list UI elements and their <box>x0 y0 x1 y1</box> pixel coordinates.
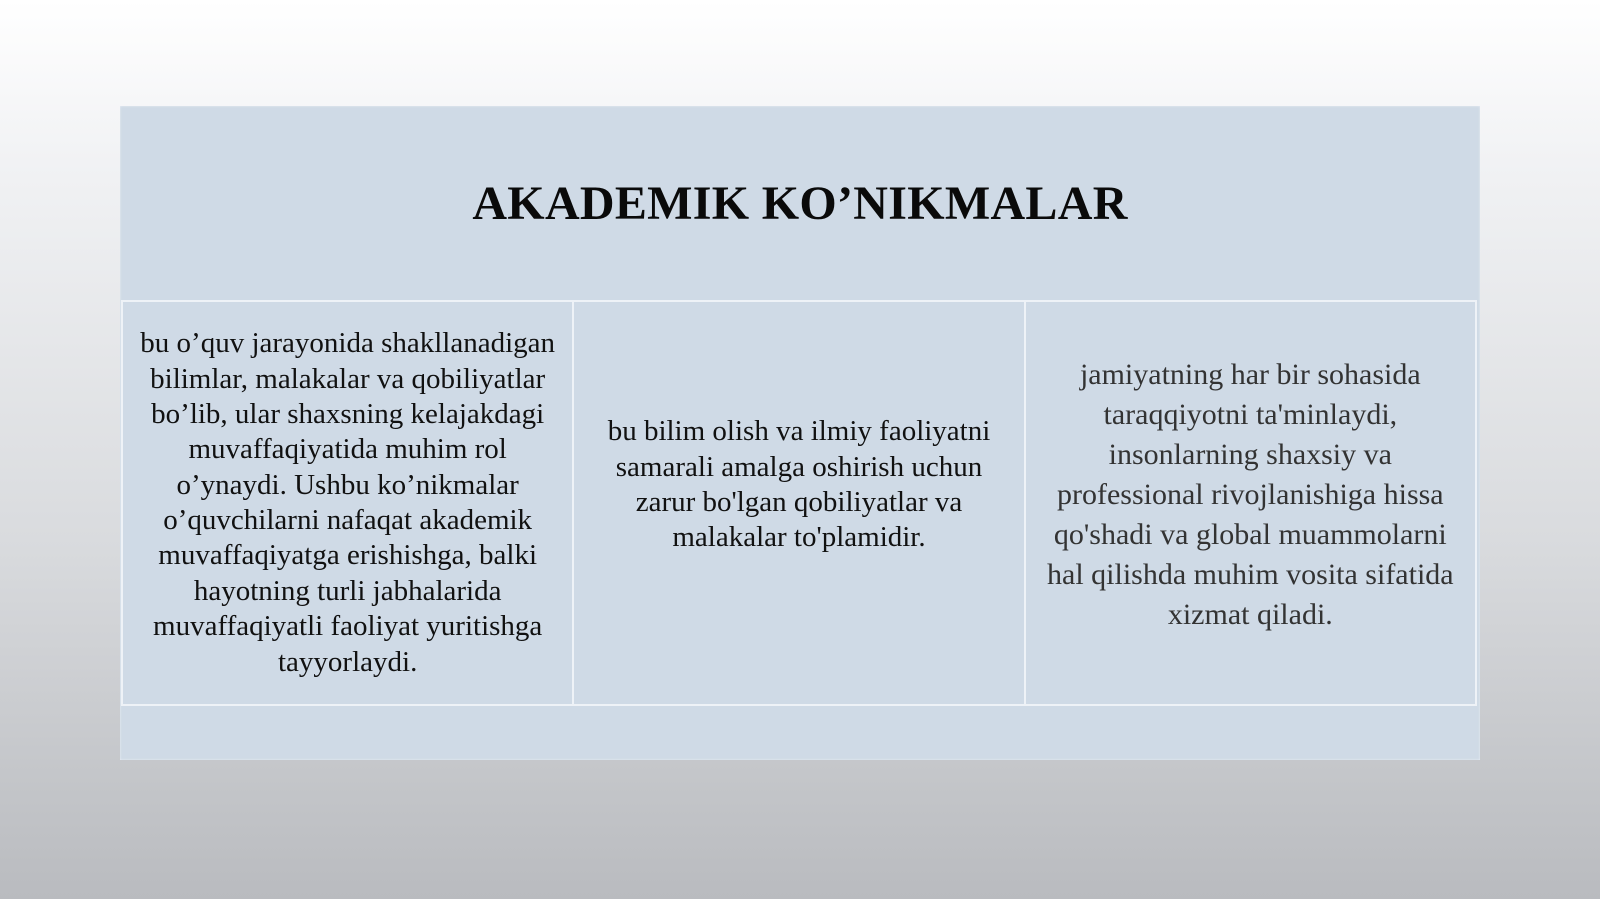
table-cell-2: bu bilim olish va ilmiy faoliyatni samarali amalga oshirish uchun zarur bo'lgan qobiliyatlar va malakalar to'plamidir. <box>572 302 1023 704</box>
table-cell-1: bu o’quv jarayonida shakllanadigan bilimlar, malakalar va qobiliyatlar bo’lib, ular shaxsning kelajakdagi muvaffaqiyatida muhim rol o’ynaydi. Ushbu ko’nikmalar o’quvchilarni nafaqat akademik muvaffaqiyatga erishishga, balki hayotning turli jabhalarida muvaffaqiyatli faoliyat yuritishga tayyorlaydi. <box>140 327 556 678</box>
definition-table <box>121 300 1477 706</box>
content-panel <box>120 106 1480 760</box>
table-cell-3: jamiyatning har bir sohasida taraqqiyotni ta'minlaydi, insonlarning shaxsiy va professional rivojlanishiga hissa qo'shadi va global muammolarni hal qilishda muhim vosita sifatida xizmat qiladi. <box>1024 302 1475 704</box>
slide-title: AKADEMIK KO’NIKMALAR <box>472 176 1128 230</box>
